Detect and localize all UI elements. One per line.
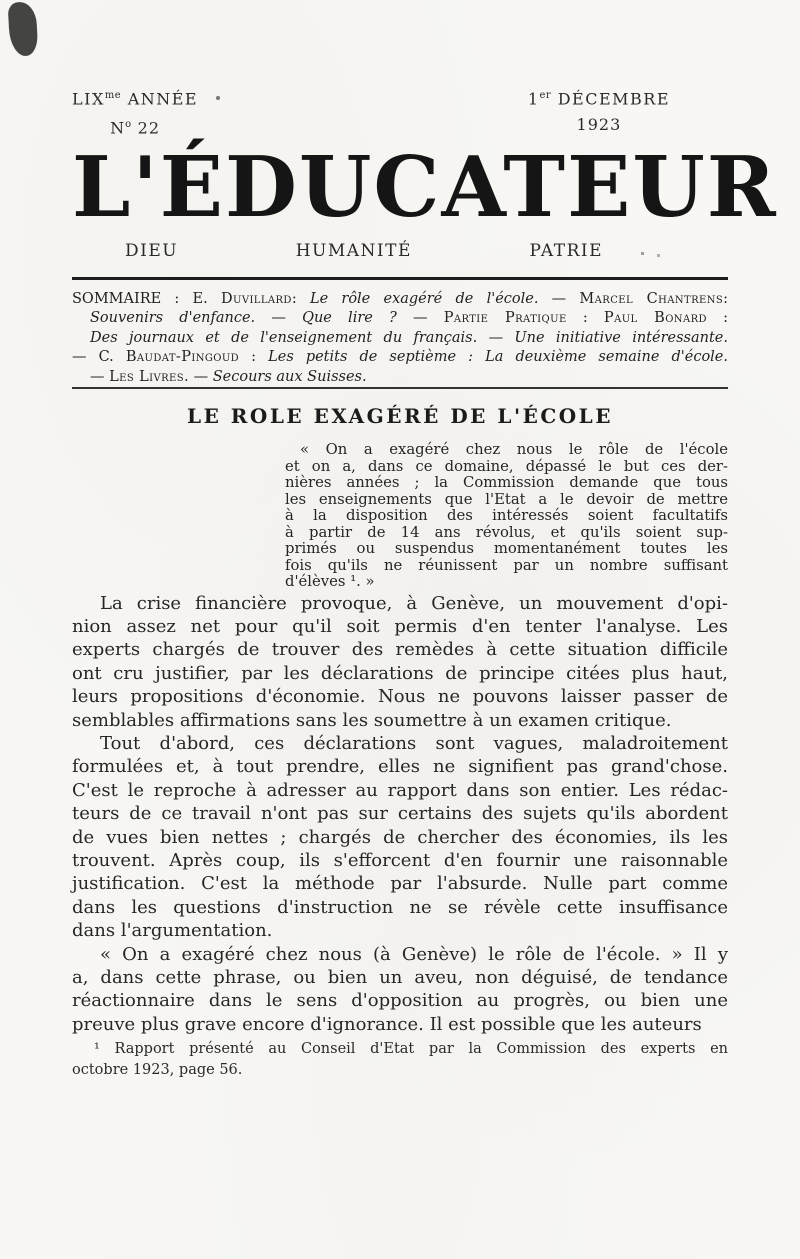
text-segment: Marcel Chantrens	[579, 291, 724, 307]
text-segment: Les petits de septième : La deuxième semaine d'école.	[268, 349, 728, 366]
text-segment: Que lire ?	[302, 310, 397, 327]
paragraph	[72, 732, 728, 943]
text-line: à partir de 14 ans révolus, et qu'ils soient sup-	[285, 523, 728, 541]
text-segment: Duvillard	[220, 291, 292, 307]
text-segment: Secours aux Suisses.	[212, 368, 367, 385]
print-artifact-dots	[641, 252, 644, 255]
sommaire-line	[72, 348, 728, 367]
text-line: primés ou suspendus momentanément toutes les	[285, 540, 728, 558]
text-line: leurs propositions d'économie. Nous ne pouvons laisser passer de	[72, 686, 728, 708]
issue-year: 1923	[576, 115, 622, 134]
text-segment: ANNÉE	[121, 89, 199, 109]
text-segment: 1	[527, 89, 540, 109]
text-segment: :	[239, 349, 269, 366]
sommaire-line	[72, 368, 728, 387]
text-line: nion assez net pour qu'il soit permis d'en tenter l'analyse. Les	[72, 615, 728, 637]
text-line: trouvent. Après coup, ils s'efforcent d'en fournir une raisonnable	[72, 850, 728, 871]
text-segment: LIX	[72, 89, 105, 109]
text-segment: SOMMAIRE : E.	[72, 291, 221, 307]
text-segment: —	[477, 329, 515, 346]
text-line: dans l'argumentation.	[72, 920, 273, 942]
text-segment: Paul Bonard	[603, 310, 707, 327]
text-segment: :	[291, 291, 310, 307]
motto-word-patrie: PATRIE	[529, 241, 603, 261]
text-line: et on a, dans ce domaine, dépassé le but ces der-	[285, 457, 728, 475]
text-line: a, dans cette phrase, ou bien un aveu, non déguisé, de tendance	[72, 967, 728, 989]
text-segment: o	[125, 119, 132, 130]
text-line: nières années ; la Commission demande que tous	[285, 474, 728, 492]
issue-date	[527, 86, 670, 109]
issue-header-right	[528, 86, 670, 134]
text-segment: Les Livres.	[109, 368, 189, 385]
text-line: Tout d'abord, ces déclarations sont vagues, maladroitement	[100, 732, 728, 754]
text-segment: —	[396, 310, 444, 327]
issue-number	[110, 115, 161, 138]
text-segment: er	[539, 90, 552, 101]
text-line: formulées et, à tout prendre, elles ne signifient pas grand'chose.	[72, 756, 728, 778]
text-segment: —	[255, 310, 303, 327]
text-segment: Le rôle exagéré de l'école.	[309, 291, 539, 307]
text-line: C'est le reproche à adresser au rapport dans son entier. Les rédac-	[72, 779, 728, 801]
text-line: à la disposition des intéressés soient facultatifs	[285, 507, 728, 525]
text-line: dans les questions d'instruction ne se révèle cette insuffisance	[72, 896, 728, 918]
text-segment: —	[189, 368, 213, 385]
text-line: semblables affirmations sans les soumettre à un examen critique.	[72, 709, 672, 731]
text-segment: — C.	[72, 349, 126, 366]
text-line: experts chargés de trouver des remèdes à cette situation difficile	[72, 639, 728, 661]
paragraph	[72, 943, 728, 1037]
text-line: octobre 1923, page 56.	[72, 1062, 243, 1079]
table-of-contents	[72, 290, 728, 387]
footnote	[72, 1039, 728, 1081]
article	[72, 405, 728, 1081]
text-line: ont cru justifier, par les déclarations de principe citées plus haut,	[72, 662, 728, 684]
text-segment: DÉCEMBRE	[551, 89, 670, 109]
article-quote-block	[285, 442, 728, 591]
sommaire-line	[72, 290, 728, 309]
text-line: teurs de ce travail n'ont pas sur certains des sujets qu'ils abordent	[72, 803, 728, 825]
article-title: LE ROLE EXAGÉRÉ DE L'ÉCOLE	[187, 404, 613, 429]
text-segment: 22	[131, 118, 161, 138]
text-segment: N	[110, 118, 126, 138]
text-line: d'élèves ¹. »	[285, 573, 375, 591]
issue-header-left	[72, 86, 199, 138]
text-line: réactionnaire dans le sens d'opposition au progrès, ou bien une	[72, 990, 728, 1012]
text-line: « On a exagéré chez nous (à Genève) le rôle de l'école. » Il y	[100, 943, 728, 965]
sommaire-rule	[72, 387, 728, 389]
text-line: preuve plus grave encore d'ignorance. Il est possible que les auteurs	[72, 1013, 702, 1035]
paragraph	[72, 592, 728, 732]
text-segment: :	[566, 310, 604, 327]
motto-word-humanite: HUMANITÉ	[295, 241, 412, 261]
text-line: « On a exagéré chez nous le rôle de l'école	[300, 441, 728, 459]
journal-title: L'ÉDUCATEUR	[72, 138, 778, 236]
motto-word-dieu: DIEU	[125, 241, 179, 261]
text-segment: :	[723, 291, 728, 307]
text-line: les enseignements que l'Etat a le devoir de mettre	[285, 490, 728, 508]
text-segment: Des journaux et de l'enseignement du français.	[90, 329, 478, 346]
issue-header	[72, 86, 728, 138]
text-line: de vues bien nettes ; chargés de chercher des économies, ils les	[72, 826, 728, 848]
text-segment: —	[538, 291, 580, 307]
text-segment: Souvenirs d'enfance.	[90, 310, 256, 327]
text-line: justification. C'est la méthode par l'absurde. Nulle part comme	[72, 873, 728, 895]
text-segment: Baudat-Pingoud	[125, 349, 240, 366]
article-body	[72, 592, 728, 1037]
volume-label	[72, 86, 199, 109]
text-segment: —	[90, 368, 110, 385]
text-segment: :	[706, 310, 729, 327]
masthead-rule	[72, 277, 728, 280]
text-segment: me	[104, 90, 122, 101]
text-segment: Une initiative intéressante.	[514, 329, 728, 346]
journal-motto	[125, 241, 603, 261]
print-artifact-dot	[216, 96, 220, 100]
sommaire-line	[72, 329, 728, 348]
text-segment: Partie Pratique	[443, 310, 567, 327]
text-line: La crise financière provoque, à Genève, un mouvement d'opi-	[100, 592, 728, 614]
sommaire-line	[72, 309, 728, 328]
text-line: ¹ Rapport présenté au Conseil d'Etat par la Commission des experts en	[94, 1041, 728, 1058]
text-line: fois qu'ils ne réunissent par un nombre suffisant	[285, 556, 728, 574]
